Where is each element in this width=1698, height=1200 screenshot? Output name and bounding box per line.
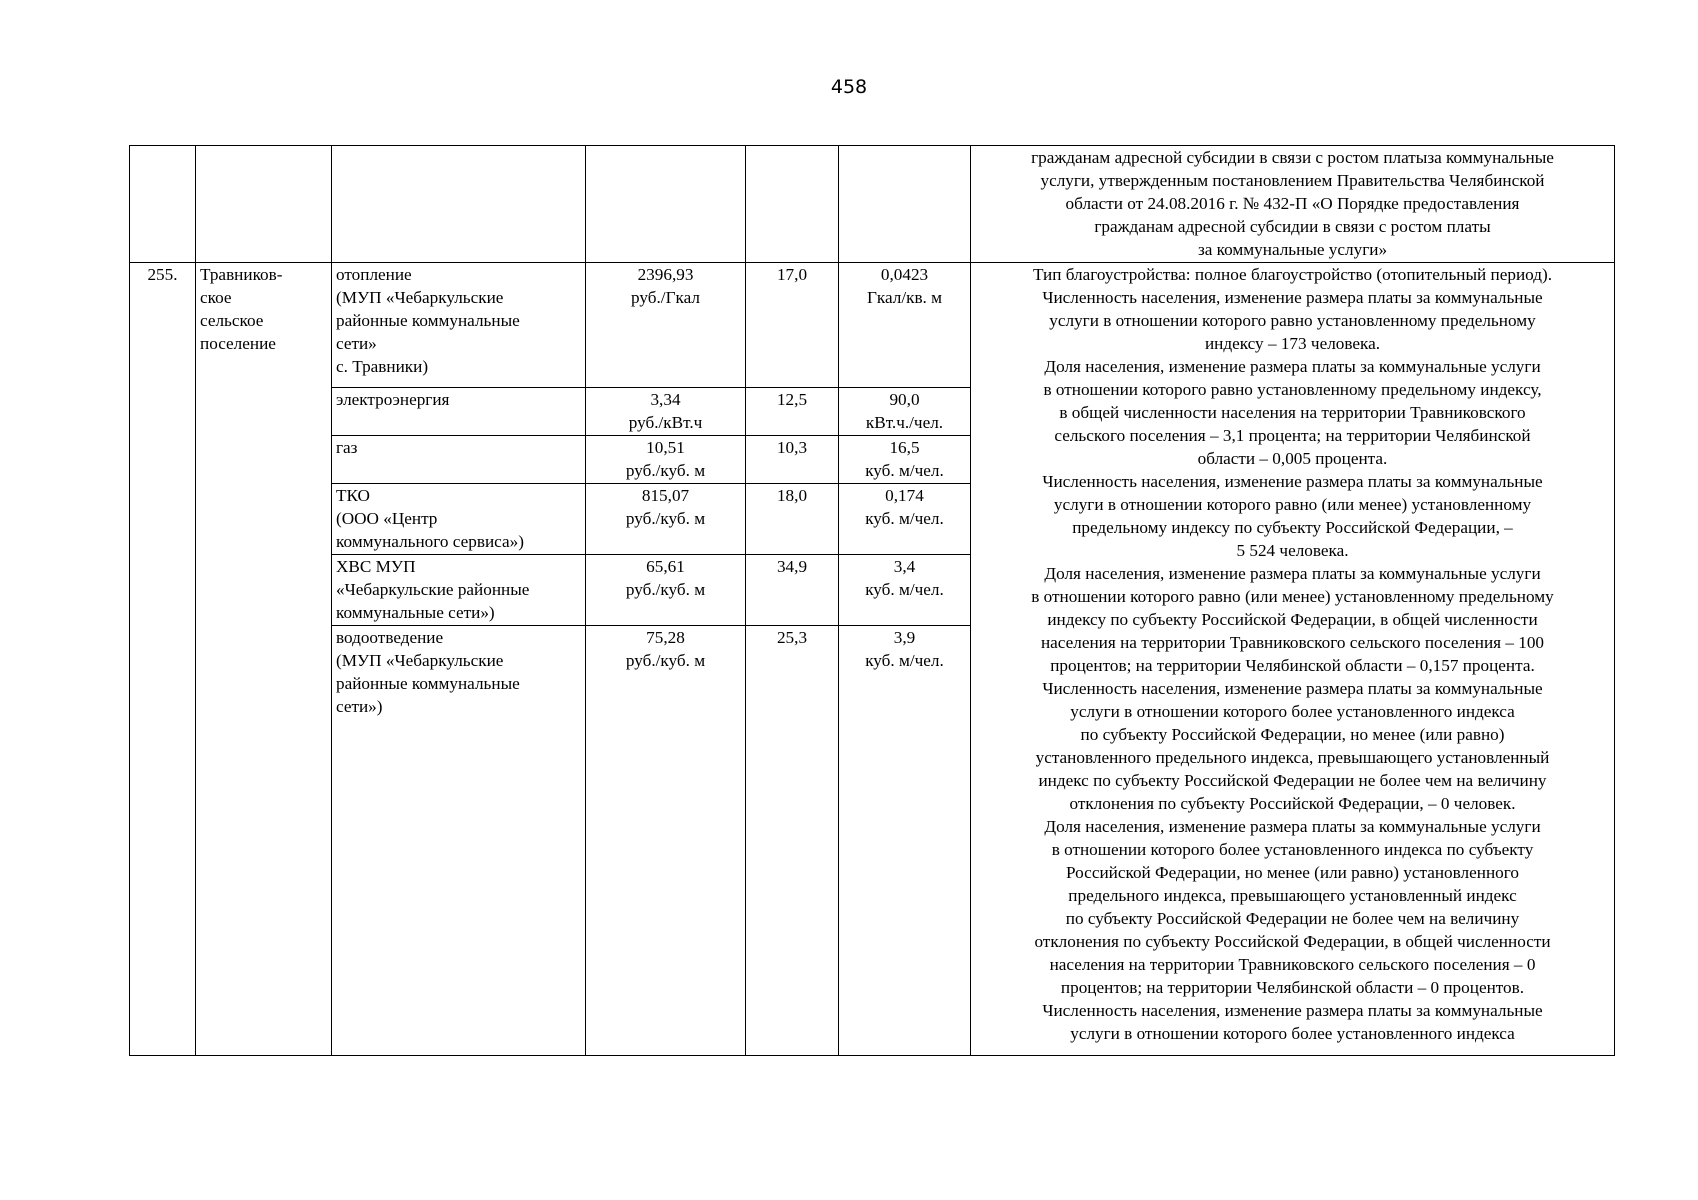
service-index: 34,9 bbox=[746, 555, 839, 626]
row-number: 255. bbox=[130, 263, 196, 1056]
service-volume: 0,174 куб. м/чел. bbox=[839, 484, 971, 555]
continuation-description: гражданам адресной субсидии в связи с ростом платыза коммунальные услуги, утвержденным постановлением Правительства Челябинской области от 24.08.2016 г. № 432-П «О Порядке предоставления гражданам адресной субсидии в связи с ростом платы за коммунальные услуги» bbox=[971, 146, 1615, 263]
service-index: 10,3 bbox=[746, 436, 839, 484]
service-name: газ bbox=[332, 436, 586, 484]
service-name: ТКО (ООО «Центр коммунального сервиса») bbox=[332, 484, 586, 555]
service-tariff: 815,07 руб./куб. м bbox=[586, 484, 746, 555]
service-volume: 0,0423 Гкал/кв. м bbox=[839, 263, 971, 388]
page-number: 458 bbox=[830, 76, 868, 98]
entry-description: Тип благоустройства: полное благоустройство (отопительный период). Численность населения, изменение размера платы за коммунальные услуги в отношении которого равно установленному предельному индексу – 173 человека. Доля населения, изменение размера платы за коммунальные услуги в отношении которого равно установленному предельному индексу, в общей численности населения на территории Травниковского сельского поселения – 3,1 процента; на территории Челябинской области – 0,005 процента. Численность населения, изменение размера платы за коммунальные услуги в отношении которого равно (или менее) установленному предельному индексу по субъекту Российской Федерации, – 5 524 человека. Доля населения, изменение размера платы за коммунальные услуги в отношении которого равно (или менее) установленному предельному индексу по субъекту Российской Федерации, в общей численности населения на территории Травниковского сельского поселения – 100 процентов; на территории Челябинской области – 0,157 процента. Численность населения, изменение размера платы за коммунальные услуги в отношении которого более установленного индекса по субъекту Российской Федерации, но менее (или равно) установленного предельного индекса, превышающего установленный индекс по субъекту Российской Федерации не более чем на величину отклонения по субъекту Российской Федерации, – 0 человек. Доля населения, изменение размера платы за коммунальные услуги в отношении которого более установленного индекса по субъекту Российской Федерации, но менее (или равно) установленного предельного индекса, превышающего установленный индекс по субъекту Российской Федерации не более чем на величину отклонения по субъекту Российской Федерации, в общей численности населения на территории Травниковского сельского поселения – 0 процентов; на территории Челябинской области – 0 процентов. Численность населения, изменение размера платы за коммунальные услуги в отношении которого более установленного индекса bbox=[971, 263, 1615, 1056]
empty-cell bbox=[586, 146, 746, 263]
service-tariff: 2396,93 руб./Гкал bbox=[586, 263, 746, 388]
service-tariff: 65,61 руб./куб. м bbox=[586, 555, 746, 626]
service-tariff: 3,34 руб./кВт.ч bbox=[586, 388, 746, 436]
service-name: ХВС МУП «Чебаркульские районные коммунальные сети») bbox=[332, 555, 586, 626]
service-tariff: 10,51 руб./куб. м bbox=[586, 436, 746, 484]
empty-cell bbox=[130, 146, 196, 263]
service-index: 18,0 bbox=[746, 484, 839, 555]
service-volume: 16,5 куб. м/чел. bbox=[839, 436, 971, 484]
empty-cell bbox=[196, 146, 332, 263]
service-volume: 3,4 куб. м/чел. bbox=[839, 555, 971, 626]
service-index: 12,5 bbox=[746, 388, 839, 436]
service-index: 25,3 bbox=[746, 626, 839, 1056]
service-volume: 90,0 кВт.ч./чел. bbox=[839, 388, 971, 436]
service-name: водоотведение (МУП «Чебаркульские районные коммунальные сети») bbox=[332, 626, 586, 1056]
service-name: электроэнергия bbox=[332, 388, 586, 436]
service-volume: 3,9 куб. м/чел. bbox=[839, 626, 971, 1056]
service-row-heating bbox=[130, 263, 1615, 388]
empty-cell bbox=[746, 146, 839, 263]
service-name: отопление (МУП «Чебаркульские районные коммунальные сети» с. Травники) bbox=[332, 263, 586, 388]
tariff-table bbox=[129, 145, 1615, 1056]
continuation-row bbox=[130, 146, 1615, 263]
settlement-name: Травников- ское сельское поселение bbox=[196, 263, 332, 1056]
empty-cell bbox=[332, 146, 586, 263]
empty-cell bbox=[839, 146, 971, 263]
service-tariff: 75,28 руб./куб. м bbox=[586, 626, 746, 1056]
service-index: 17,0 bbox=[746, 263, 839, 388]
